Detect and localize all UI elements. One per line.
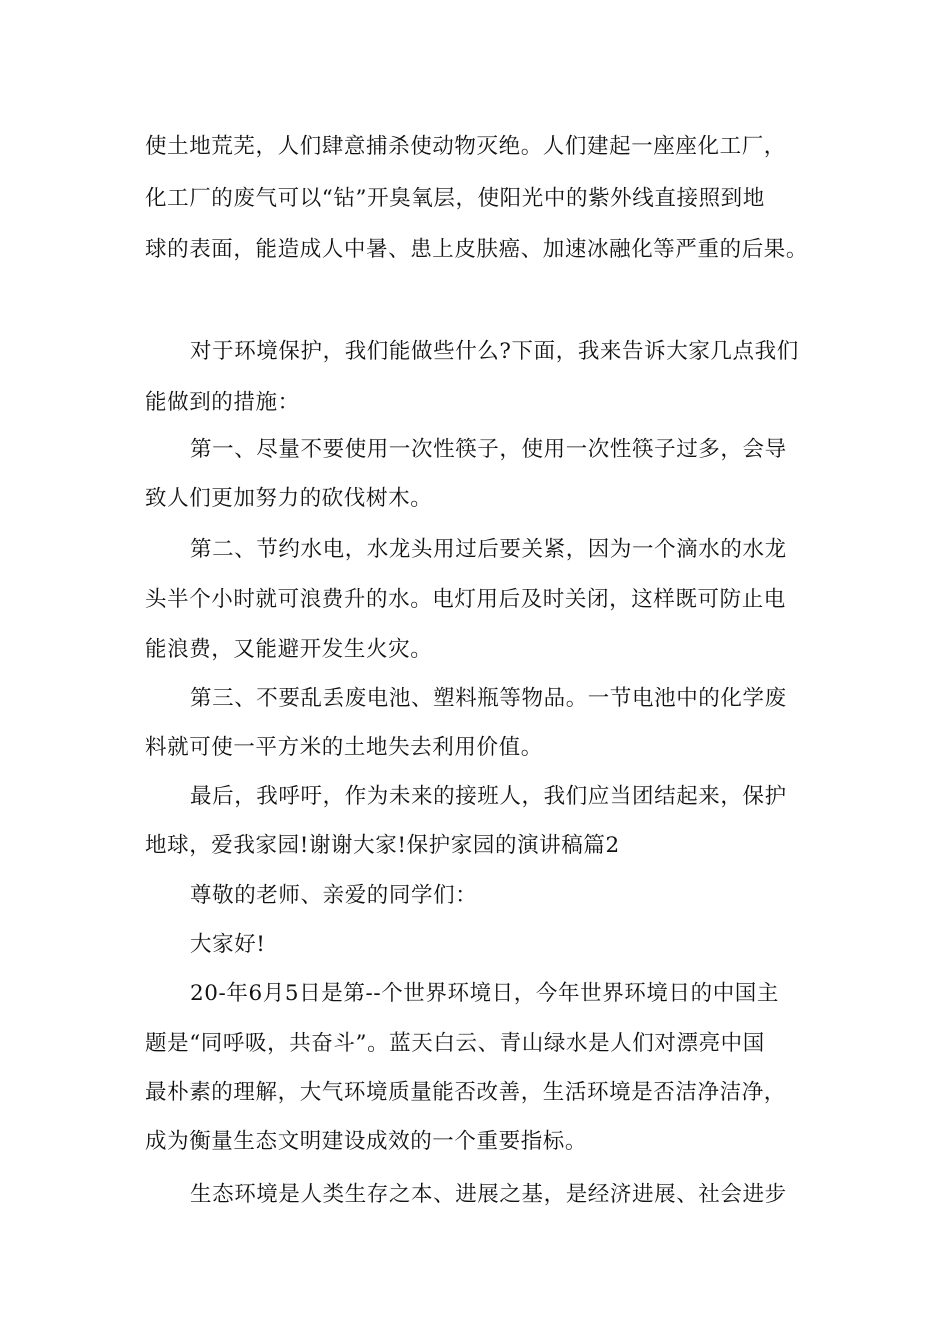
text-line: 地球，爱我家园!谢谢大家!保护家园的演讲稿篇2 (145, 833, 620, 858)
text-line: 头半个小时就可浪费升的水。电灯用后及时关闭，这样既可防止电 (145, 587, 786, 612)
text-line: 成为衡量生态文明建设成效的一个重要指标。 (145, 1129, 588, 1154)
text-line: 使土地荒芜，人们肆意捕杀使动物灭绝。人们建起一座座化工厂， (145, 134, 786, 159)
text-line: 题是“同呼吸，共奋斗”。蓝天白云、青山绿水是人们对漂亮中国 (145, 1031, 765, 1056)
text-line: 致人们更加努力的砍伐树木。 (145, 486, 433, 511)
text-line: 能做到的措施： (145, 390, 300, 415)
text-line: 第二、节约水电，水龙头用过后要关紧，因为一个滴水的水龙 (190, 537, 787, 562)
text-line: 化工厂的废气可以“钻”开臭氧层，使阳光中的紫外线直接照到地 (145, 186, 765, 211)
text-line: 最后，我呼吁，作为未来的接班人，我们应当团结起来，保护 (190, 784, 787, 809)
text-line: 尊敬的老师、亲爱的同学们： (190, 883, 478, 908)
text-line: 料就可使一平方米的土地失去利用价值。 (145, 735, 543, 760)
text-line: 对于环境保护，我们能做些什么?下面，我来告诉大家几点我们 (190, 339, 799, 364)
text-line: 第三、不要乱丢废电池、塑料瓶等物品。一节电池中的化学废 (190, 686, 787, 711)
text-line: 第一、尽量不要使用一次性筷子，使用一次性筷子过多，会导 (190, 437, 787, 462)
text-line: 大家好! (190, 932, 266, 957)
text-line: 能浪费，又能避开发生火灾。 (145, 637, 433, 662)
text-line: 最朴素的理解，大气环境质量能否改善，生活环境是否洁净洁净， (145, 1080, 786, 1105)
text-line: 球的表面，能造成人中暑、患上皮肤癌、加速冰融化等严重的后果。 (145, 237, 809, 262)
text-line: 20-年6月5日是第--个世界环境日，今年世界环境日的中国主 (190, 981, 780, 1006)
text-line: 生态环境是人类生存之本、进展之基，是经济进展、社会进步 (190, 1182, 787, 1207)
